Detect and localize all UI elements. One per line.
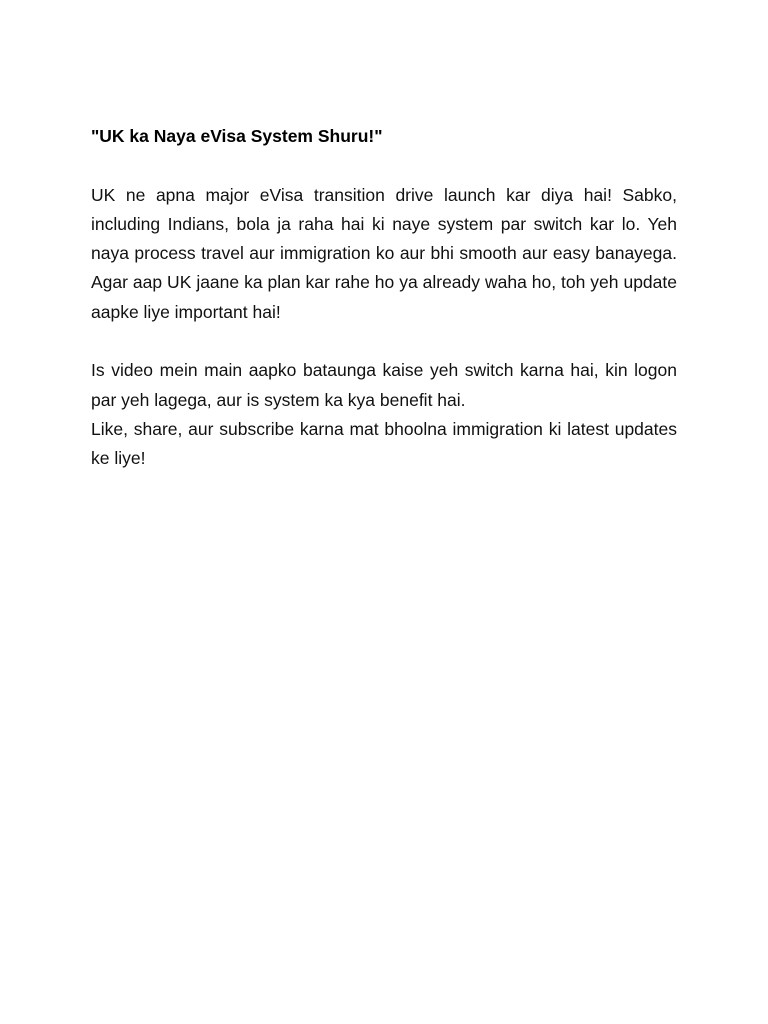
document-title: "UK ka Naya eVisa System Shuru!" <box>91 126 383 146</box>
paragraph-intro: UK ne apna major eVisa transition drive launch kar diya hai! Sabko, including Indians, bola ja raha hai ki naye system par switch kar lo. Yeh naya process travel aur immigration ko aur bhi smooth aur easy banayega. Agar aap UK jaane ka plan kar rahe ho ya already waha ho, toh yeh update aapke liye important hai! <box>91 184 677 322</box>
document-body <box>91 122 677 474</box>
paragraph-call-to-action: Like, share, aur subscribe karna mat bhoolna immigration ki latest updates ke liye! <box>91 418 677 469</box>
paragraph-video-info: Is video mein main aapko bataunga kaise yeh switch karna hai, kin logon par yeh lagega, aur is system ka kya benefit hai. <box>91 360 677 410</box>
paragraph-spacer <box>91 327 677 356</box>
